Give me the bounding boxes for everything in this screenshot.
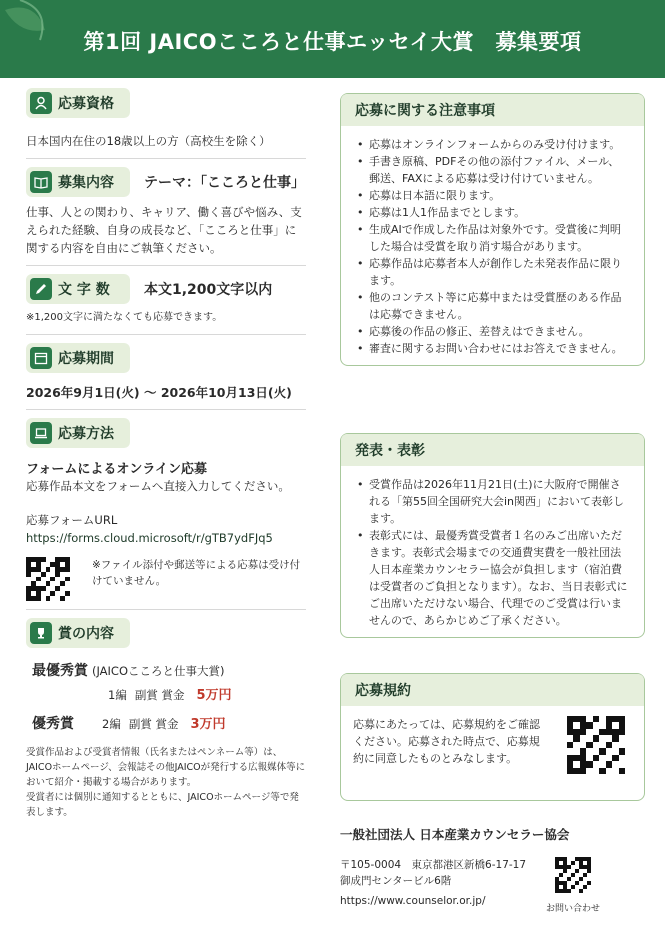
form-url-label: 応募フォームURL [26, 513, 118, 527]
calendar-icon [30, 347, 52, 369]
org-url-link[interactable]: https://www.counselor.or.jp/ [340, 895, 486, 907]
trophy-icon [30, 622, 52, 644]
top-prize-subtitle: (JAICOこころと仕事大賞) [92, 664, 225, 678]
rules-text: 応募にあたっては、応募規約をご確認ください。応募された時点で、応募規約に同意したものとみなします。 [353, 718, 540, 765]
book-icon [30, 171, 52, 193]
period-text: 2026年9月1日(火) 〜 2026年10月13日(火) [26, 385, 292, 400]
method-heading-text: フォームによるオンライン応募 [26, 462, 207, 477]
list-item: • 生成AIで作成した作品は対象外です。受賞後に判明した場合は受賞を取り消す場合があります。 [355, 221, 630, 255]
content-section [26, 167, 306, 257]
method-qr-note: ※ファイル添付や郵送等による応募は受け付けていません。 [92, 559, 301, 587]
divider [26, 158, 306, 159]
eligibility-text: 日本国内在住の18歳以上の方（高校生を除く） [26, 134, 271, 148]
second-prize-count: 2編 [102, 717, 121, 731]
form-url-link[interactable]: https://forms.cloud.microsoft/r/gTB7ydFJq5 [26, 531, 273, 545]
divider [26, 409, 306, 410]
org-address: 〒105-0004 東京都港区新橋6-17-17 [340, 859, 527, 871]
list-item: • 応募作品は応募者本人が創作した未発表作品に限ります。 [355, 255, 630, 289]
eligibility-heading [26, 88, 130, 118]
prizes-title: 賞の内容 [58, 626, 114, 642]
contact-label: お問い合わせ [546, 904, 601, 914]
org-name: 一般社団法人 日本産業カウンセラー協会 [340, 827, 570, 842]
person-icon [30, 92, 52, 114]
prizes-note-2: 受賞者には個別に通知するとともに、JAICOホームページ等で発表します。 [26, 792, 299, 818]
rules-qr-code[interactable] [567, 716, 625, 774]
list-item: • 応募はオンラインフォームからのみ受け付けます。 [355, 136, 630, 153]
announcement-list [341, 466, 644, 637]
list-item: • 手書き原稿、PDFその他の添付ファイル、メール、郵送、FAXによる応募は受け付けていません。 [355, 153, 630, 187]
laptop-icon [30, 422, 52, 444]
list-item: • 応募は1人1作品までとします。 [355, 204, 630, 221]
org-footer [340, 825, 645, 914]
list-item: • 受賞作品は2026年11月21日(土)に大阪府で開催される「第55回全国研究大会in関西」において表彰します。 [355, 476, 630, 527]
wordcount-section [26, 274, 306, 326]
notes-title: 応募に関する注意事項 [341, 94, 644, 126]
content-title: 募集内容 [58, 175, 114, 191]
period-section [26, 343, 306, 401]
page-title: 第1回 JAICOこころと仕事エッセイ大賞 募集要項 [83, 30, 582, 54]
eligibility-section [26, 88, 306, 150]
wordcount-heading [26, 274, 130, 304]
period-heading [26, 343, 130, 373]
divider [26, 265, 306, 266]
list-item: • 応募後の作品の修正、差替えはできません。 [355, 323, 630, 340]
wordcount-note: ※1,200文字に満たなくても応募できます。 [26, 312, 223, 323]
header-banner [0, 0, 665, 78]
notes-list [341, 126, 644, 365]
list-item: • 他のコンテスト等に応募中または受賞歴のある作品は応募できません。 [355, 289, 630, 323]
period-title: 応募期間 [58, 351, 114, 367]
rules-box [340, 673, 645, 801]
rules-title: 応募規約 [341, 674, 644, 706]
content-text: 仕事、人との関わり、キャリア、働く喜びや悩み、支えられた経験、自身の成長など、「こころと仕事」に関する内容を自由にご執筆ください。 [26, 205, 302, 255]
contact-qr-code[interactable] [555, 857, 591, 893]
top-prize-count: 1編 [108, 688, 127, 702]
top-prize-amount: 5万円 [196, 688, 232, 703]
pencil-icon [30, 278, 52, 300]
content-heading [26, 167, 130, 197]
eligibility-title: 応募資格 [58, 96, 114, 112]
divider [26, 334, 306, 335]
method-heading [26, 418, 130, 448]
list-item: • 応募は日本語に限ります。 [355, 187, 630, 204]
second-prize-label: 副賞 賞金 [128, 717, 179, 731]
prizes-section [26, 618, 306, 820]
content-theme: テーマ：「こころと仕事」 [144, 175, 305, 191]
left-column [26, 88, 306, 820]
method-text: 応募作品本文をフォームへ直接入力してください。 [26, 479, 290, 493]
announcement-box [340, 433, 645, 638]
list-item: • 表彰式には、最優秀賞受賞者１名のみご出席いただきます。表彰式会場までの交通費実費を一般社団法人日本産業カウンセラー協会が負担します（宿泊費は受賞者のご負担となります）。なお、当日表彰式にご出席いただけない場合、代理でのご受賞は行いませんので、あらかじめご了承ください。 [355, 527, 630, 629]
wordcount-value: 本文1,200文字以内 [144, 282, 273, 298]
prizes-heading [26, 618, 130, 648]
second-prize-amount: 3万円 [190, 717, 226, 732]
org-building: 御成門センタービル6階 [340, 875, 452, 887]
form-qr-code[interactable] [26, 557, 70, 601]
notes-box [340, 93, 645, 366]
announcement-title: 発表・表彰 [341, 434, 644, 466]
divider [26, 609, 306, 610]
list-item: • 審査に関するお問い合わせにはお答えできません。 [355, 340, 630, 357]
top-prize-label: 副賞 賞金 [134, 688, 185, 702]
second-prize-name: 優秀賞 [32, 716, 74, 732]
prizes-note-1: 受賞作品および受賞者情報（氏名またはペンネーム等）は、JAICOホームページ、会報誌その他JAICOが発行する広報媒体等において紹介・掲載する場合があります。 [26, 747, 306, 788]
method-section [26, 418, 306, 601]
wordcount-title: 文 字 数 [58, 282, 110, 298]
top-prize-name: 最優秀賞 [32, 663, 88, 679]
method-title: 応募方法 [58, 426, 114, 442]
